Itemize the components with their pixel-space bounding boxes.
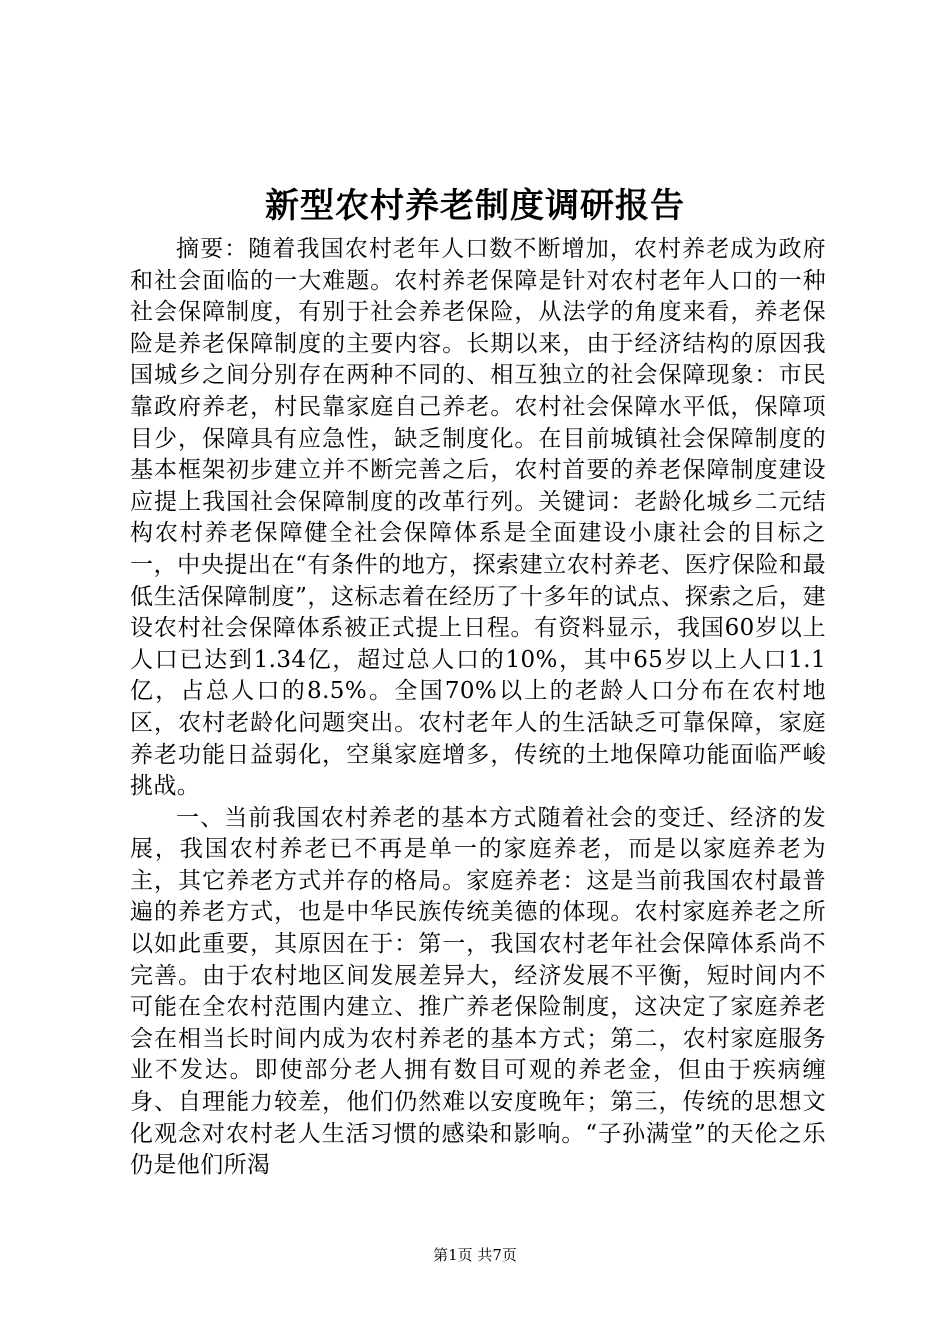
page-number-footer: 第1页 共7页 <box>433 1246 517 1264</box>
document-body <box>130 234 826 1182</box>
document-title: 新型农村养老制度调研报告 <box>265 186 685 226</box>
abstract-paragraph: 摘要：随着我国农村老年人口数不断增加，农村养老成为政府和社会面临的一大难题。农村养老保障是针对农村老年人口的一种社会保障制度，有别于社会养老保险，从法学的角度来看，养老保险是养老保障制度的主要内容。长期以来，由于经济结构的原因我国城乡之间分别存在两种不同的、相互独立的社会保障现象：市民靠政府养老，村民靠家庭自己养老。农村社会保障水平低，保障项目少，保障具有应急性，缺乏制度化。在目前城镇社会保障制度的基本框架初步建立并不断完善之后，农村首要的养老保障制度建设应提上我国社会保障制度的改革行列。关键词：老龄化城乡二元结构农村养老保障健全社会保障体系是全面建设小康社会的目标之一，中央提出在“有条件的地方，探索建立农村养老、医疗保险和最低生活保障制度”，这标志着在经历了十多年的试点、探索之后，建设农村社会保障体系被正式提上日程。有资料显示，我国60岁以上人口已达到1.34亿，超过总人口的10%，其中65岁以上人口1.1亿，占总人口的8.5%。全国70%以上的老龄人口分布在农村地区，农村老龄化问题突出。农村老年人的生活缺乏可靠保障，家庭养老功能日益弱化，空巢家庭增多，传统的土地保障功能面临严峻挑战。 <box>130 236 826 800</box>
section-one-paragraph: 一、当前我国农村养老的基本方式随着社会的变迁、经济的发展，我国农村养老已不再是单一的家庭养老，而是以家庭养老为主，其它养老方式并存的格局。家庭养老：这是当前我国农村最普遍的养老方式，也是中华民族传统美德的体现。农村家庭养老之所以如此重要，其原因在于：第一，我国农村老年社会保障体系尚不完善。由于农村地区间发展差异大，经济发展不平衡，短时间内不可能在全农村范围内建立、推广养老保险制度，这决定了家庭养老会在相当长时间内成为农村养老的基本方式；第二，农村家庭服务业不发达。即使部分老人拥有数目可观的养老金，但由于疾病缠身、自理能力较差，他们仍然难以安度晚年；第三，传统的思想文化观念对农村老人生活习惯的感染和影响。“子孙满堂”的天伦之乐仍是他们所渴 <box>130 804 826 1179</box>
